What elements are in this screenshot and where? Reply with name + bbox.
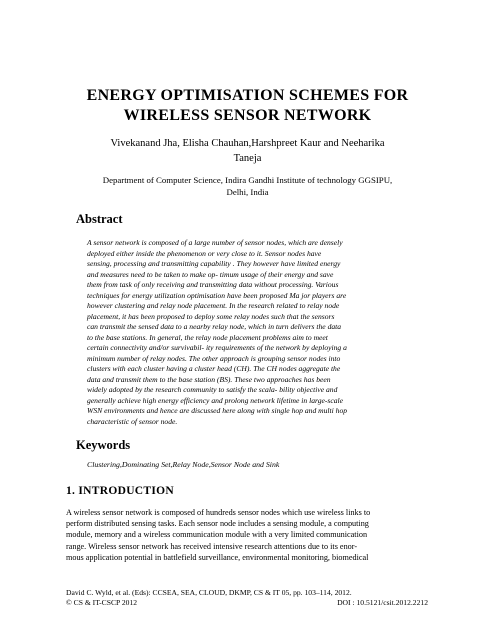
abstract-line: certain connectivity and/or survivabil- ity requirements of the network by deploying a (87, 343, 347, 352)
abstract-line: minimum number of relay nodes. The other approach is grouping sensor nodes into (87, 353, 341, 363)
abstract-heading: Abstract (76, 212, 123, 226)
affiliation (60, 174, 435, 198)
author-list (60, 136, 435, 166)
keywords-heading: Keywords (76, 438, 131, 452)
abstract-line: can transmit the sensed data to a nearby relay node, which in turn delivers the data (87, 322, 342, 331)
affiliation-line-1: Department of Computer Science, Indira Gandhi Institute of technology GGSIPU, (102, 175, 393, 185)
abstract-line: generally achieve high energy efficiency and prolong network lifetime in large-scale (87, 395, 343, 405)
page-footer (66, 588, 428, 608)
footer-row (66, 598, 428, 608)
footer-citation: David C. Wyld, et al. (Eds): CCSEA, SEA, CLOUD, DKMP, CS & IT 05, pp. 103–114, 2012. (66, 588, 352, 597)
introduction-body (66, 507, 426, 563)
introduction-line: perform distributed sensing tasks. Each sensor node includes a sensing module, a computing (66, 519, 369, 529)
authors-line-1: Vivekanand Jha, Elisha Chauhan,Harshpreet Kaur and Neeharika (110, 138, 385, 149)
abstract-line: and measures need to be taken to make op- timum usage of their energy and save (87, 269, 334, 279)
abstract-line: placement, it has been proposed to deploy some relay nodes such that the sensors (87, 311, 335, 321)
introduction-line: module, memory and a wireless communication module with a very limited communication (66, 530, 368, 540)
abstract-line: to the base stations. In general, the relay node placement problems aim to meet (87, 332, 328, 342)
introduction-heading: 1. INTRODUCTION (66, 485, 175, 497)
introduction-line: A wireless sensor network is composed of hundreds sensor nodes which use wireless links to (66, 508, 371, 517)
title-line-1: ENERGY OPTIMISATION SCHEMES FOR (86, 87, 409, 104)
affiliation-line-2: Delhi, India (226, 187, 269, 197)
introduction-line: mous application potential in battlefield surveillance, environmental monitoring, biomedical (66, 552, 369, 562)
footer-doi: DOI : 10.5121/csit.2012.2212 (337, 598, 428, 607)
introduction-line: range. Wireless sensor network has received intensive research attentions due to its enor- (66, 541, 358, 551)
abstract-line: techniques for energy utilization optimisation have been proposed Ma jor players are (87, 290, 347, 300)
abstract-line: characteristic of sensor node. (87, 416, 178, 426)
footer-copyright: © CS & IT-CSCP 2012 (66, 598, 138, 607)
authors-line-2: Taneja (233, 153, 262, 164)
abstract-line: sensing, processing and transmitting capability . They however have limited energy (87, 259, 341, 268)
abstract-line: WSN environments and hence are discussed here along with single hop and multi hop (87, 406, 348, 415)
abstract-body (87, 238, 409, 427)
paper-title (30, 86, 465, 126)
abstract-line: however clustering and relay node placement. In the research related to relay node (87, 301, 340, 310)
abstract-line: deployed either inside the phenomenon or very close to it. Sensor nodes have (87, 248, 322, 258)
title-line-2: WIRELESS SENSOR NETWORK (123, 107, 372, 124)
abstract-line: them from task of only receiving and transmitting data without processing. Various (87, 280, 339, 289)
abstract-line: data and transmit them to the base station (BS). These two approaches has been (87, 374, 331, 384)
keywords-text: Clustering,Dominating Set,Relay Node,Sensor Node and Sink (87, 460, 280, 469)
abstract-line: A sensor network is composed of a large number of sensor nodes, which are densely (87, 238, 343, 247)
abstract-line: widely adopted by the research community to satisfy the scala- bility objective and (87, 385, 338, 394)
abstract-line: clusters with each cluster having a cluster head (CH). The CH nodes aggregate the (87, 364, 341, 373)
